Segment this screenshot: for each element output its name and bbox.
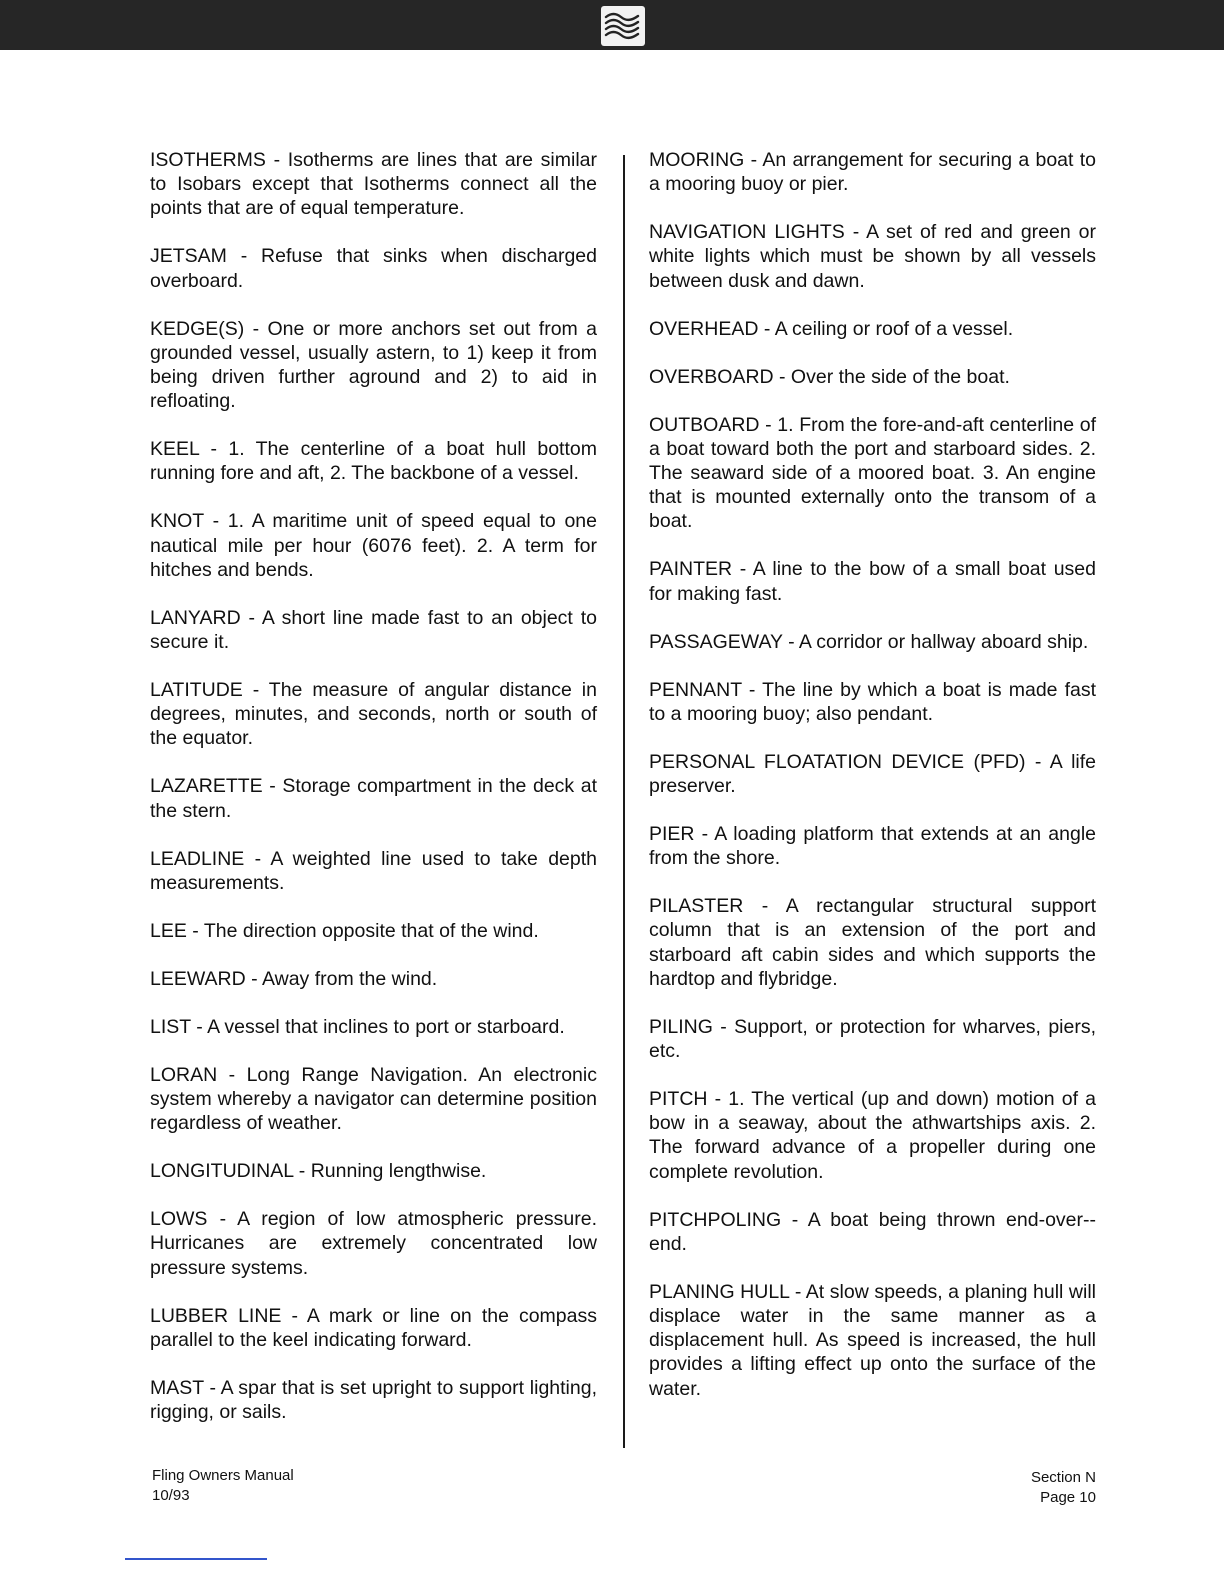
bottom-blue-rule [125,1558,267,1560]
footer-page-info [1031,1468,1096,1508]
column-divider [623,155,625,1448]
glossary-entry-leeward: LEEWARD - Away from the wind. [150,967,438,990]
glossary-entry-kedge: KEDGE(S) - One or more anchors set out from a grounded vessel, usually astern, to 1) keep it from being driven further aground and 2) to aid in refloating. [150,317,597,413]
left-glossary-column [150,148,597,1448]
glossary-entry-pier: PIER - A loading platform that extends at an angle from the shore. [649,823,1096,870]
glossary-entry-pennant: PENNANT - The line by which a boat is made fast to a mooring buoy; also pendant. [649,678,1096,725]
glossary-entry-planing-hull: PLANING HULL - At slow speeds, a planing hull will displace water in the same manner as a displacement hull. As speed is increased, the hull provides a lifting effect up onto the surface of the water. [649,1280,1096,1400]
glossary-entry-mast: MAST - A spar that is set upright to support lighting, rigging, or sails. [150,1376,597,1424]
glossary-entry-isotherms: ISOTHERMS - Isotherms are lines that are similar to Isobars except that Isotherms connect all the points that are of equal temperature. [150,149,597,220]
glossary-entry-lubber-line: LUBBER LINE - A mark or line on the compass parallel to the keel indicating forward. [150,1304,597,1351]
glossary-entry-lazarette: LAZARETTE - Storage compartment in the deck at the stern. [150,775,597,822]
glossary-entry-lows: LOWS - A region of low atmospheric pressure. Hurricanes are extremely concentrated low pressure systems. [150,1208,597,1279]
glossary-entry-overhead: OVERHEAD - A ceiling or roof of a vessel. [649,317,1014,340]
footer-manual-title: Fling Owners Manual [152,1467,294,1484]
footer-page-number: Page 10 [1040,1489,1096,1506]
glossary-entry-leadline: LEADLINE - A weighted line used to take depth measurements. [150,847,597,894]
glossary-entry-jetsam: JETSAM - Refuse that sinks when discharged overboard. [150,245,597,292]
glossary-entry-mooring: MOORING - An arrangement for securing a boat to a mooring buoy or pier. [649,149,1096,196]
footer-date: 10/93 [152,1487,190,1504]
glossary-entry-longitudinal: LONGITUDINAL - Running lengthwise. [150,1160,487,1183]
glossary-entry-pilaster: PILASTER - A rectangular structural support column that is an extension of the port and starboard aft cabin sides and which supports the hardtop and flybridge. [649,895,1096,990]
waves-logo-icon [601,6,645,46]
glossary-entry-pfd: PERSONAL FLOATATION DEVICE (PFD) - A life preserver. [649,750,1096,798]
glossary-entry-keel: KEEL - 1. The centerline of a boat hull bottom running fore and aft, 2. The backbone of a vessel. [150,438,597,485]
glossary-entry-piling: PILING - Support, or protection for wharves, piers, etc. [649,1015,1096,1063]
header-bar [0,0,1224,50]
glossary-entry-pitchpoling: PITCHPOLING - A boat being thrown end-over--end. [649,1208,1096,1255]
glossary-entry-painter: PAINTER - A line to the bow of a small boat used for making fast. [649,558,1096,605]
glossary-entry-overboard: OVERBOARD - Over the side of the boat. [649,365,1010,388]
glossary-entry-lee: LEE - The direction opposite that of the wind. [150,919,539,942]
glossary-entry-latitude: LATITUDE - The measure of angular distance in degrees, minutes, and seconds, north or south of the equator. [150,679,597,750]
glossary-entry-list: LIST - A vessel that inclines to port or starboard. [150,1015,565,1038]
glossary-entry-knot: KNOT - 1. A maritime unit of speed equal to one nautical mile per hour (6076 feet). 2. A term for hitches and bends. [150,510,597,581]
footer-manual-info [152,1466,294,1506]
glossary-entry-lanyard: LANYARD - A short line made fast to an object to secure it. [150,606,597,654]
right-glossary-column [649,148,1096,1425]
glossary-entry-navigation-lights: NAVIGATION LIGHTS - A set of red and green or white lights which must be shown by all vessels between dusk and dawn. [649,221,1096,292]
footer-section: Section N [1030,1469,1096,1486]
glossary-entry-passageway: PASSAGEWAY - A corridor or hallway aboard ship. [649,630,1089,653]
glossary-entry-loran: LORAN - Long Range Navigation. An electronic system whereby a navigator can determine position regardless of weather. [150,1063,597,1135]
glossary-entry-outboard: OUTBOARD - 1. From the fore-and-aft centerline of a boat toward both the port and starboard sides. 2. The seaward side of a moored boat. 3. An engine that is mounted externally onto the transom of a boat. [649,413,1096,533]
glossary-entry-pitch: PITCH - 1. The vertical (up and down) motion of a bow in a seaway, about the athwartships axis. 2. The forward advance of a propeller during one complete revolution. [649,1088,1096,1183]
